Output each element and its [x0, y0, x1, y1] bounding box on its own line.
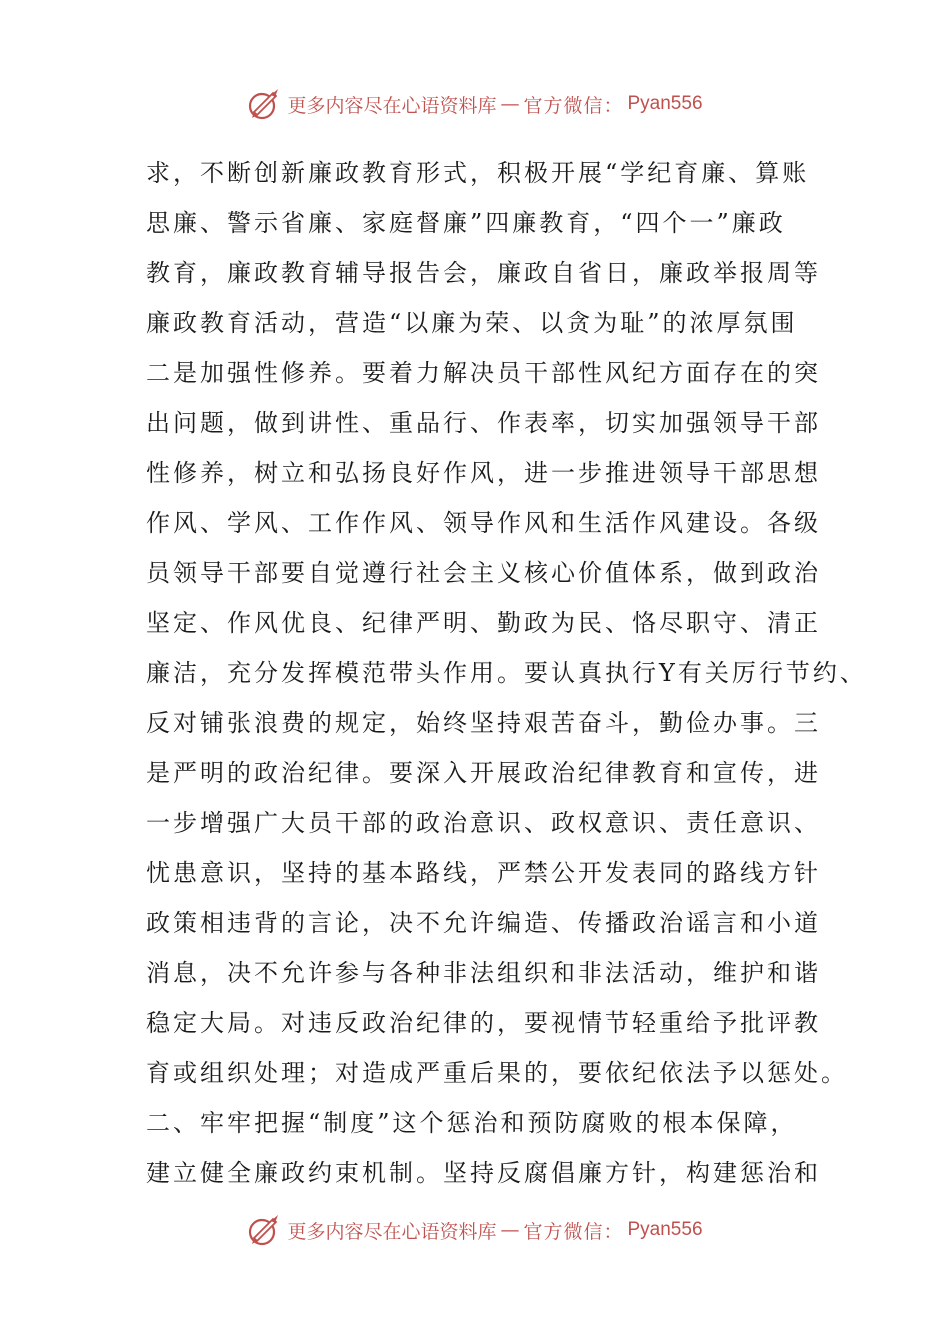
body-line: 坚定、作风优良、纪律严明、勤政为民、恪尽职守、清正	[146, 609, 821, 637]
wechat-handle: Pyan556	[627, 93, 703, 114]
body-line: 廉政教育活动，营造“以廉为荣、以贪为耻”的浓厚氛围	[146, 309, 798, 337]
site-name: 更多内容尽在心语资料库	[287, 94, 497, 117]
document-body	[146, 148, 867, 1198]
body-line: 思廉、警示省廉、家庭督廉”四廉教育，“四个一”廉政	[146, 209, 786, 237]
banner-dash: —	[500, 93, 520, 115]
body-line: 二、牢牢把握“制度”这个惩治和预防腐败的根本保障，	[146, 1109, 798, 1137]
footer-banner	[0, 1210, 950, 1250]
site-name: 更多内容尽在心语资料库	[287, 1220, 497, 1243]
body-line: 求，不断创新廉政教育形式，积极开展“学纪育廉、算账	[146, 159, 810, 187]
body-line: 建立健全廉政约束机制。坚持反腐倡廉方针，构建惩治和	[146, 1159, 821, 1187]
body-line: 二是加强性修养。要着力解决员干部性风纪方面存在的突	[146, 359, 821, 387]
body-line: 性修养，树立和弘扬良好作风，进一步推进领导干部思想	[146, 459, 821, 487]
wechat-label: 官方微信：	[523, 94, 624, 117]
body-line: 政策相违背的言论，决不允许编造、传播政治谣言和小道	[146, 909, 821, 937]
body-line: 消息，决不允许参与各种非法组织和非法活动，维护和谐	[146, 959, 821, 987]
body-line: 作风、学风、工作作风、领导作风和生活作风建设。各级	[146, 509, 821, 537]
body-line: 员领导干部要自觉遵行社会主义核心价值体系，做到政治	[146, 559, 821, 587]
quill-pen-circle-icon	[247, 1213, 281, 1247]
wechat-handle: Pyan556	[627, 1219, 703, 1240]
quill-pen-circle-icon	[247, 87, 281, 121]
body-line: 廉洁，充分发挥模范带头作用。要认真执行Y有关厉行节约、	[146, 659, 867, 687]
body-line: 反对铺张浪费的规定，始终坚持艰苦奋斗，勤俭办事。三	[146, 709, 821, 737]
banner-dash: —	[500, 1219, 520, 1241]
wechat-label: 官方微信：	[523, 1220, 624, 1243]
body-line: 一步增强广大员干部的政治意识、政权意识、责任意识、	[146, 809, 821, 837]
header-banner	[0, 84, 950, 124]
body-line: 出问题，做到讲性、重品行、作表率，切实加强领导干部	[146, 409, 821, 437]
body-line: 教育，廉政教育辅导报告会，廉政自省日，廉政举报周等	[146, 259, 821, 287]
body-line: 育或组织处理；对造成严重后果的，要依纪依法予以惩处。	[146, 1059, 848, 1087]
body-line: 是严明的政治纪律。要深入开展政治纪律教育和宣传，进	[146, 759, 821, 787]
body-line: 忧患意识，坚持的基本路线，严禁公开发表同的路线方针	[146, 859, 821, 887]
body-line: 稳定大局。对违反政治纪律的，要视情节轻重给予批评教	[146, 1009, 821, 1037]
